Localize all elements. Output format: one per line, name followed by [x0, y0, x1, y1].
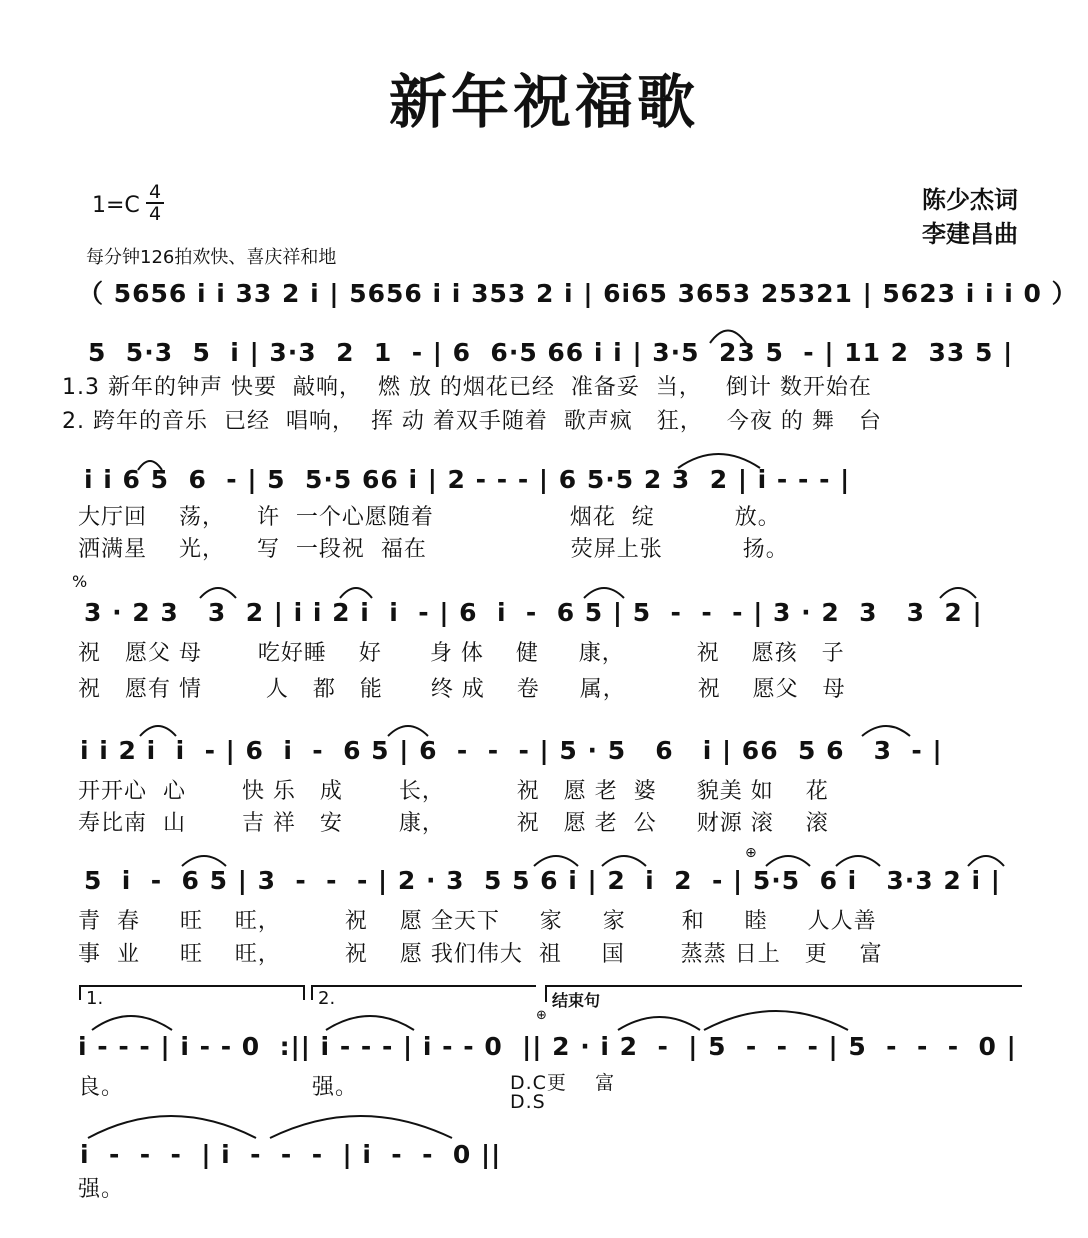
volta-1-label: 1. [86, 988, 104, 1009]
tie-arc [200, 588, 236, 598]
tie-arc [534, 856, 578, 866]
row6-notes: i - - - | i - - 0 :|| i - - - | i - - 0 || 2 · i 2 - | 5 - - - | 5 - - - 0 | [78, 1032, 1017, 1061]
tie-arc [88, 1116, 256, 1138]
tie-arc [584, 588, 624, 598]
row3-lyrics-verse2: 祝 愿有 情 人 都 能 终 成 卷 属， 祝 愿父 母 [78, 677, 846, 702]
row1-lyrics-verse2: 2. 跨年的音乐 已经 唱响， 挥 动 着双手随着 歌声疯 狂， 今夜 的 舞 台 [62, 409, 882, 434]
row7-notes: i - - - | i - - - | i - - 0 || [80, 1140, 502, 1169]
tie-arc [340, 588, 372, 598]
row6-lyric-volta2: 强。 [312, 1075, 359, 1100]
row2-notes: i i 6 5 6 - | 5 5·5 66 i | 2 - - - | 6 5·5 2 3 2 | i - - - | [84, 465, 851, 494]
lyricist-credit: 陈少杰词 [922, 186, 1018, 214]
tie-arc [270, 1116, 452, 1138]
tie-arc [862, 726, 910, 736]
volta-2-label: 2. [318, 988, 336, 1009]
row1-notes: 5 5·3 5 i | 3·3 2 1 - | 6 6·5 66 i i | 3·5 23 5 - | 11 2 33 5 | [88, 338, 1014, 367]
ending-bracket [546, 986, 1022, 1002]
intro-notes: （ 5656 i i 33 2 i | 5656 i i 353 2 i | 6i65 3653 25321 | 5623 i i i 0 ） [78, 279, 1078, 308]
row5-lyrics-verse1: 青 春 旺 旺， 祝 愿 全天下 家 家 和 睦 人人善 [78, 909, 877, 934]
row4-lyrics-verse1: 开开心 心 快 乐 成 长， 祝 愿 老 婆 貌美 如 花 [78, 779, 829, 804]
volta-2-bracket [312, 986, 536, 1000]
tie-arc [602, 856, 646, 866]
tie-arc [92, 1016, 172, 1030]
tie-arc [138, 461, 162, 470]
ending-phrase-label: 结束句 [552, 991, 601, 1010]
tie-arc [326, 1016, 414, 1030]
dc-marking: D.C更 富 [510, 1072, 616, 1094]
row4-notes: i i 2 i i - | 6 i - 6 5 | 6 - - - | 5 · 5 6 i | 66 5 6 3 - | [80, 736, 943, 765]
key-signature: 1=C [92, 193, 140, 218]
tie-arc [968, 856, 1004, 866]
row3-notes: 3 · 2 3 3 2 | i i 2 i i - | 6 i - 6 5 | 5 - - - | 3 · 2 3 3 2 | [84, 598, 983, 627]
row6-lyric-volta1: 良。 [78, 1075, 125, 1100]
segno-sign: % [72, 572, 88, 591]
row7-lyric: 强。 [78, 1177, 125, 1202]
tie-arc [140, 726, 176, 736]
ds-marking: D.S [510, 1091, 546, 1113]
time-signature-bottom: 4 [146, 202, 164, 224]
tie-arc [836, 856, 880, 866]
row3-lyrics-verse1: 祝 愿父 母 吃好睡 好 身 体 健 康， 祝 愿孩 子 [78, 641, 845, 666]
tie-arc [182, 856, 226, 866]
tie-arc [766, 856, 810, 866]
row4-lyrics-verse2: 寿比南 山 吉 祥 安 康， 祝 愿 老 公 财源 滚 滚 [78, 811, 829, 836]
song-title: 新年祝福歌 [388, 68, 699, 136]
row2-lyrics-verse1: 大厅回 荡， 许 一个心愿随着 烟花 绽 放。 [78, 505, 781, 530]
row5-notes: 5 i - 6 5 | 3 - - - | 2 · 3 5 5 6 i | 2 i 2 - | 5·5 6 i 3·3 2 i | [84, 866, 1001, 895]
row1-lyrics-verse1: 1.3 新年的钟声 快要 敲响， 燃 放 的烟花已经 准备妥 当， 倒计 数开始在 [62, 375, 872, 400]
tie-arc [704, 1011, 848, 1030]
composer-credit: 李建昌曲 [922, 220, 1018, 248]
row2-lyrics-verse2: 洒满星 光， 写 一段祝 福在 荧屏上张 扬。 [78, 537, 789, 562]
tempo-marking: 每分钟126拍欢快、喜庆祥和地 [86, 247, 337, 268]
tie-arc [678, 454, 760, 468]
time-signature-top: 4 [148, 181, 162, 203]
row5-lyrics-verse2: 事 业 旺 旺， 祝 愿 我们伟大 祖 国 蒸蒸 日上 更 富 [78, 942, 883, 967]
volta-1-bracket [80, 986, 304, 1000]
tie-arc [710, 331, 746, 344]
tie-arc [618, 1017, 700, 1030]
coda-sign-ending: ⊕ [536, 1008, 547, 1023]
tie-arc [940, 588, 976, 598]
tie-arc [388, 726, 428, 736]
coda-sign: ⊕ [745, 845, 757, 861]
